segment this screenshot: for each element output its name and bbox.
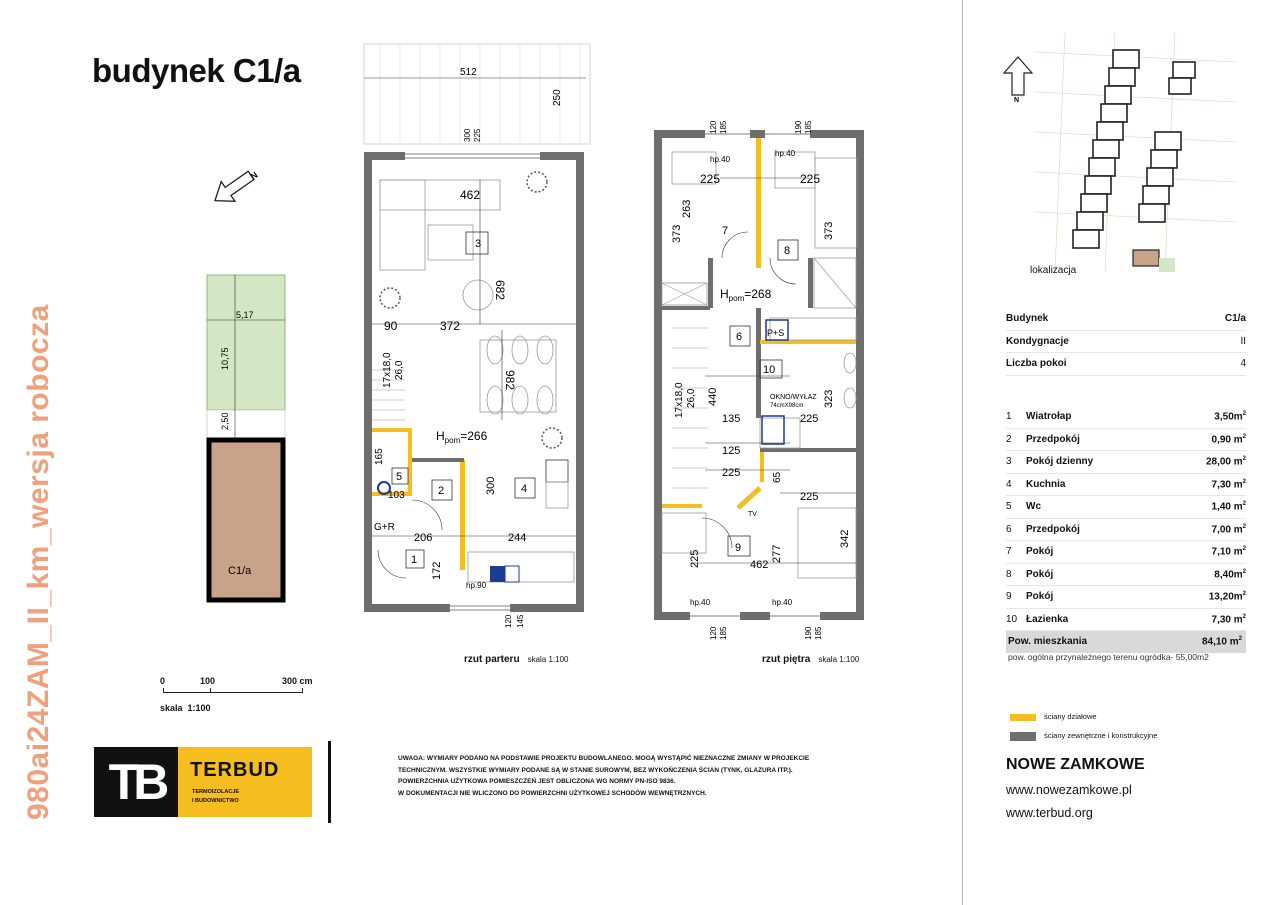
- ff-dim-342: 342: [839, 529, 851, 548]
- room-name: Pokój dzienny: [1026, 456, 1094, 468]
- url-terbud[interactable]: www.terbud.org: [1006, 806, 1093, 820]
- room-area: 7,10 $m^2$: [1211, 546, 1246, 558]
- gf-dim-145: 145: [516, 614, 525, 628]
- gf-dim-206: 206: [414, 532, 433, 544]
- room-row: [1006, 474, 1246, 497]
- ff-dim-65: 65: [772, 471, 783, 483]
- total-label: Pow. mieszkania: [1008, 636, 1088, 648]
- north-label-left: N: [248, 169, 260, 182]
- room-area: $13,20m^2$: [1208, 591, 1246, 603]
- page-title: budynek C1/a: [92, 52, 301, 89]
- scale-line: [163, 692, 303, 693]
- legend-label-structural: ściany zewnętrzne i konstrukcyjne: [1044, 731, 1158, 740]
- scale-tick-100: 100: [200, 676, 216, 686]
- room-num: 8: [1006, 568, 1012, 580]
- rooms-table: [1006, 406, 1246, 653]
- scale-tick-mark-300: [302, 688, 303, 693]
- ff-room-10: 10: [763, 364, 776, 376]
- gf-dim-244: 244: [508, 532, 527, 544]
- room-name: Łazienka: [1026, 613, 1069, 625]
- ff-dim-225-a: 225: [700, 172, 721, 186]
- legend-partition: [1010, 712, 1097, 721]
- ff-dim-225-d: 225: [722, 467, 741, 479]
- info-label: Budynek: [1006, 313, 1049, 325]
- gf-room-5: 5: [396, 471, 403, 483]
- ff-dim-440: 440: [707, 387, 719, 406]
- ff-room-6: 6: [736, 331, 743, 343]
- gf-dim-165: 165: [374, 448, 385, 465]
- url-nowezamkowe[interactable]: www.nowezamkowe.pl: [1006, 783, 1132, 797]
- total-value: 84,10 $m^2$: [1201, 636, 1242, 648]
- north-arrow-icon: [195, 158, 270, 218]
- ground-floor-scale: skala 1:100: [527, 655, 569, 664]
- scale-tick-mark-0: [163, 688, 164, 693]
- gf-room-3: 3: [475, 238, 482, 250]
- ff-dim-bottom-185b: 185: [814, 626, 823, 640]
- room-num: 2: [1006, 433, 1012, 445]
- room-area: 7,00 $m^2$: [1211, 523, 1246, 535]
- ff-window-note-2: 74cmX98cm: [770, 403, 804, 409]
- note-line-3: POWIERZCHNIA UŻYTKOWA POMIESZCZEŃ JEST OBLICZONA WG NORMY PN-ISO 9836.: [398, 778, 676, 785]
- first-floor-caption: [762, 654, 859, 665]
- room-row: [1006, 496, 1246, 519]
- note-line-4: W DOKUMENTACJI NIE WLICZONO DO POWIERZCHNI UŻYTKOWEJ SCHODÓW WEWNĘTRZNYCH.: [398, 789, 707, 797]
- room-num: 7: [1006, 546, 1012, 558]
- terbud-logo: [94, 747, 312, 817]
- room-name: Przedpokój: [1026, 433, 1080, 445]
- room-name: Kuchnia: [1026, 478, 1066, 490]
- ff-dim-hp40-a: hp.40: [710, 155, 731, 164]
- ff-dim-hp40-b: hp.40: [775, 149, 796, 158]
- gf-dim-living-width: 462: [460, 188, 481, 202]
- ff-dim-bottom-190: 190: [804, 626, 813, 640]
- info-value: 4: [1240, 358, 1246, 370]
- info-value: II: [1240, 335, 1246, 347]
- room-num: 3: [1006, 456, 1012, 468]
- room-num: 4: [1006, 478, 1012, 490]
- gf-dim-982: 982: [503, 370, 517, 391]
- plot-building-label: C1/a: [228, 565, 252, 577]
- building-info-table: [1006, 308, 1246, 376]
- gf-room-4: 4: [521, 483, 528, 495]
- ff-dim-373-b: 373: [823, 221, 835, 240]
- ff-dim-stairs-2: 26,0: [686, 388, 697, 408]
- room-row: [1006, 429, 1246, 452]
- gf-dim-stairs-2: 26,0: [394, 360, 405, 380]
- room-row: [1006, 451, 1246, 474]
- ground-floor-caption-text: rzut parteru: [464, 654, 520, 665]
- ff-dim-top-120: 120: [709, 120, 718, 134]
- room-row: [1006, 586, 1246, 609]
- ff-dim-462: 462: [750, 559, 769, 571]
- ff-dim-bottom-120: 120: [709, 626, 718, 640]
- ff-dim-225-f: 225: [689, 549, 701, 568]
- gf-dim-living-depth: 682: [493, 280, 507, 301]
- info-row-rooms: [1006, 353, 1246, 376]
- logo-separator: [328, 741, 331, 823]
- gf-room-2: 2: [438, 485, 445, 497]
- note-line-1: UWAGA: WYMIARY PODANO NA PODSTAWIE PROJEKTU BUDOWLANEGO. MOGĄ WYSTĄPIĆ NIEZNACZNE ZMIANY W PROJEKCIE: [398, 755, 810, 762]
- legend-swatch-partition: [1010, 714, 1036, 721]
- room-name: Wiatrołap: [1026, 411, 1072, 423]
- ff-dim-bottom-185a: 185: [719, 626, 728, 640]
- note-line-2: TECHNICZNYM. WSZYSTKIE WYMIARY PODANE SĄ W STANIE SUROWYM, BEZ WYKOŃCZENIA ŚCIAN (TYNK, GLAZURA ITP.).: [398, 766, 793, 774]
- gf-dim-terrace-width: 512: [460, 67, 477, 78]
- room-name: Wc: [1026, 501, 1041, 513]
- ff-dim-stairs: 17x18,0: [674, 382, 685, 418]
- ff-dim-135: 135: [722, 413, 741, 425]
- room-area: 1,40 $m^2$: [1211, 501, 1246, 513]
- ff-dim-125: 125: [722, 445, 741, 457]
- room-name: Pokój: [1026, 568, 1054, 580]
- scale-tick-mark-100: [210, 688, 211, 693]
- logo-yellow-block: [178, 747, 312, 817]
- ff-fixture-ps: P+S: [767, 328, 785, 338]
- ff-dim-top-185b: 185: [804, 120, 813, 134]
- gf-dim-300: 300: [485, 476, 497, 495]
- room-num: 1: [1006, 411, 1012, 423]
- room-area: 0,90 $m^2$: [1211, 433, 1246, 445]
- ff-dim-225-b: 225: [800, 172, 821, 186]
- gf-height: $H_{pom}=266$: [436, 429, 488, 445]
- info-label: Liczba pokoi: [1006, 358, 1067, 370]
- room-num: 5: [1006, 501, 1012, 513]
- room-num: 6: [1006, 523, 1012, 535]
- gf-dim-90: 90: [384, 319, 398, 333]
- info-row-building: [1006, 308, 1246, 331]
- gf-dim-stairs: 17x18,0: [382, 352, 393, 388]
- logo-name: TERBUD: [190, 759, 280, 781]
- info-label: Kondygnacje: [1006, 335, 1069, 347]
- ff-tv-label: TV: [748, 511, 757, 518]
- ff-dim-263: 263: [681, 199, 693, 218]
- ff-window-note-1: OKNO/WYŁAZ: [770, 394, 817, 401]
- location-map: [1035, 32, 1235, 272]
- room-row: [1006, 564, 1246, 587]
- info-value: C1/a: [1224, 313, 1246, 325]
- room-row: [1006, 406, 1246, 429]
- info-row-floors: [1006, 331, 1246, 354]
- first-floor-plan: [650, 108, 880, 658]
- plot-diagram: [190, 270, 300, 610]
- room-row: [1006, 519, 1246, 542]
- room-name: Pokój: [1026, 546, 1054, 558]
- legend-label-partition: ściany działowe: [1044, 712, 1097, 721]
- gf-dim-120: 120: [504, 614, 513, 628]
- gf-dim-window-1: 300: [463, 128, 472, 142]
- ff-dim-225-c: 225: [800, 413, 819, 425]
- ff-dim-323: 323: [823, 389, 835, 408]
- gf-fixture-boiler: G+R: [374, 522, 395, 533]
- scale-tick-0: 0: [160, 676, 166, 686]
- ff-dim-top-185a: 185: [719, 120, 728, 134]
- watermark-text: 980ai24ZAM_II_km_wersja robocza: [22, 304, 55, 820]
- room-num: 9: [1006, 591, 1012, 603]
- north-arrow-right-icon: [1000, 55, 1040, 105]
- logo-letters: TB: [94, 747, 178, 817]
- legend-structural: [1010, 731, 1157, 741]
- room-row: [1006, 541, 1246, 564]
- ff-room-8: 8: [784, 245, 791, 257]
- ff-dim-hp40-c: hp.40: [690, 598, 711, 607]
- scale-bar: [160, 676, 340, 716]
- gf-dim-hp90: hp.90: [466, 581, 487, 590]
- ground-floor-caption: [464, 654, 568, 665]
- ff-dim-top-190: 190: [794, 120, 803, 134]
- ff-dim-277: 277: [771, 544, 783, 563]
- ff-height: $H_{pom}=268$: [720, 287, 772, 303]
- ground-floor-plan: [360, 40, 600, 630]
- gf-dim-terrace-depth: 250: [552, 89, 563, 106]
- company-name: NOWE ZAMKOWE: [1006, 756, 1145, 773]
- logo-tagline-2: I BUDOWNICTWO: [192, 798, 239, 804]
- legend-swatch-structural: [1010, 732, 1036, 741]
- room-area: 28,00 $m^2$: [1205, 456, 1246, 468]
- scale-tick-300: 300 cm: [282, 676, 313, 686]
- logo-tagline-1: TERMOIZOLACJE: [192, 789, 240, 795]
- gf-dim-103: 103: [388, 490, 405, 501]
- first-floor-scale: skala 1:100: [818, 655, 860, 664]
- first-floor-caption-text: rzut piętra: [762, 654, 811, 665]
- ff-room-9: 9: [735, 542, 742, 554]
- ff-dim-373-a: 373: [671, 224, 683, 243]
- ff-dim-hp40-d: hp.40: [772, 598, 793, 607]
- total-area-row: [1006, 631, 1246, 653]
- gf-room-1: 1: [411, 554, 418, 566]
- gf-dim-372: 372: [440, 319, 461, 333]
- plot-width-label: 5,17: [236, 310, 254, 320]
- room-area: 7,30 $m^2$: [1211, 478, 1246, 490]
- location-label: lokalizacja: [1030, 265, 1077, 276]
- gf-dim-window-2: 225: [473, 128, 482, 142]
- plot-garden-length-label: 10,75: [220, 347, 230, 370]
- room-name: Pokój: [1026, 591, 1054, 603]
- ff-dim-225-e: 225: [800, 491, 819, 503]
- room-row: [1006, 609, 1246, 632]
- room-area: $3,50m^2$: [1214, 411, 1246, 423]
- scale-label: skala 1:100: [160, 703, 211, 713]
- room-area: $8,40m^2$: [1214, 568, 1246, 580]
- ff-room-7: 7: [722, 225, 729, 237]
- vertical-divider: [962, 0, 963, 905]
- gf-dim-172: 172: [431, 561, 443, 580]
- disclaimer-note: [398, 753, 888, 799]
- room-name: Przedpokój: [1026, 523, 1080, 535]
- plot-front-length-label: 2,50: [220, 412, 230, 430]
- room-area: 7,30 $m^2$: [1211, 613, 1246, 625]
- north-label-right: N: [1014, 97, 1020, 104]
- garden-note: pow. ogólna przynależnego terenu ogródka- 55,00m2: [1008, 652, 1209, 662]
- room-num: 10: [1006, 613, 1018, 625]
